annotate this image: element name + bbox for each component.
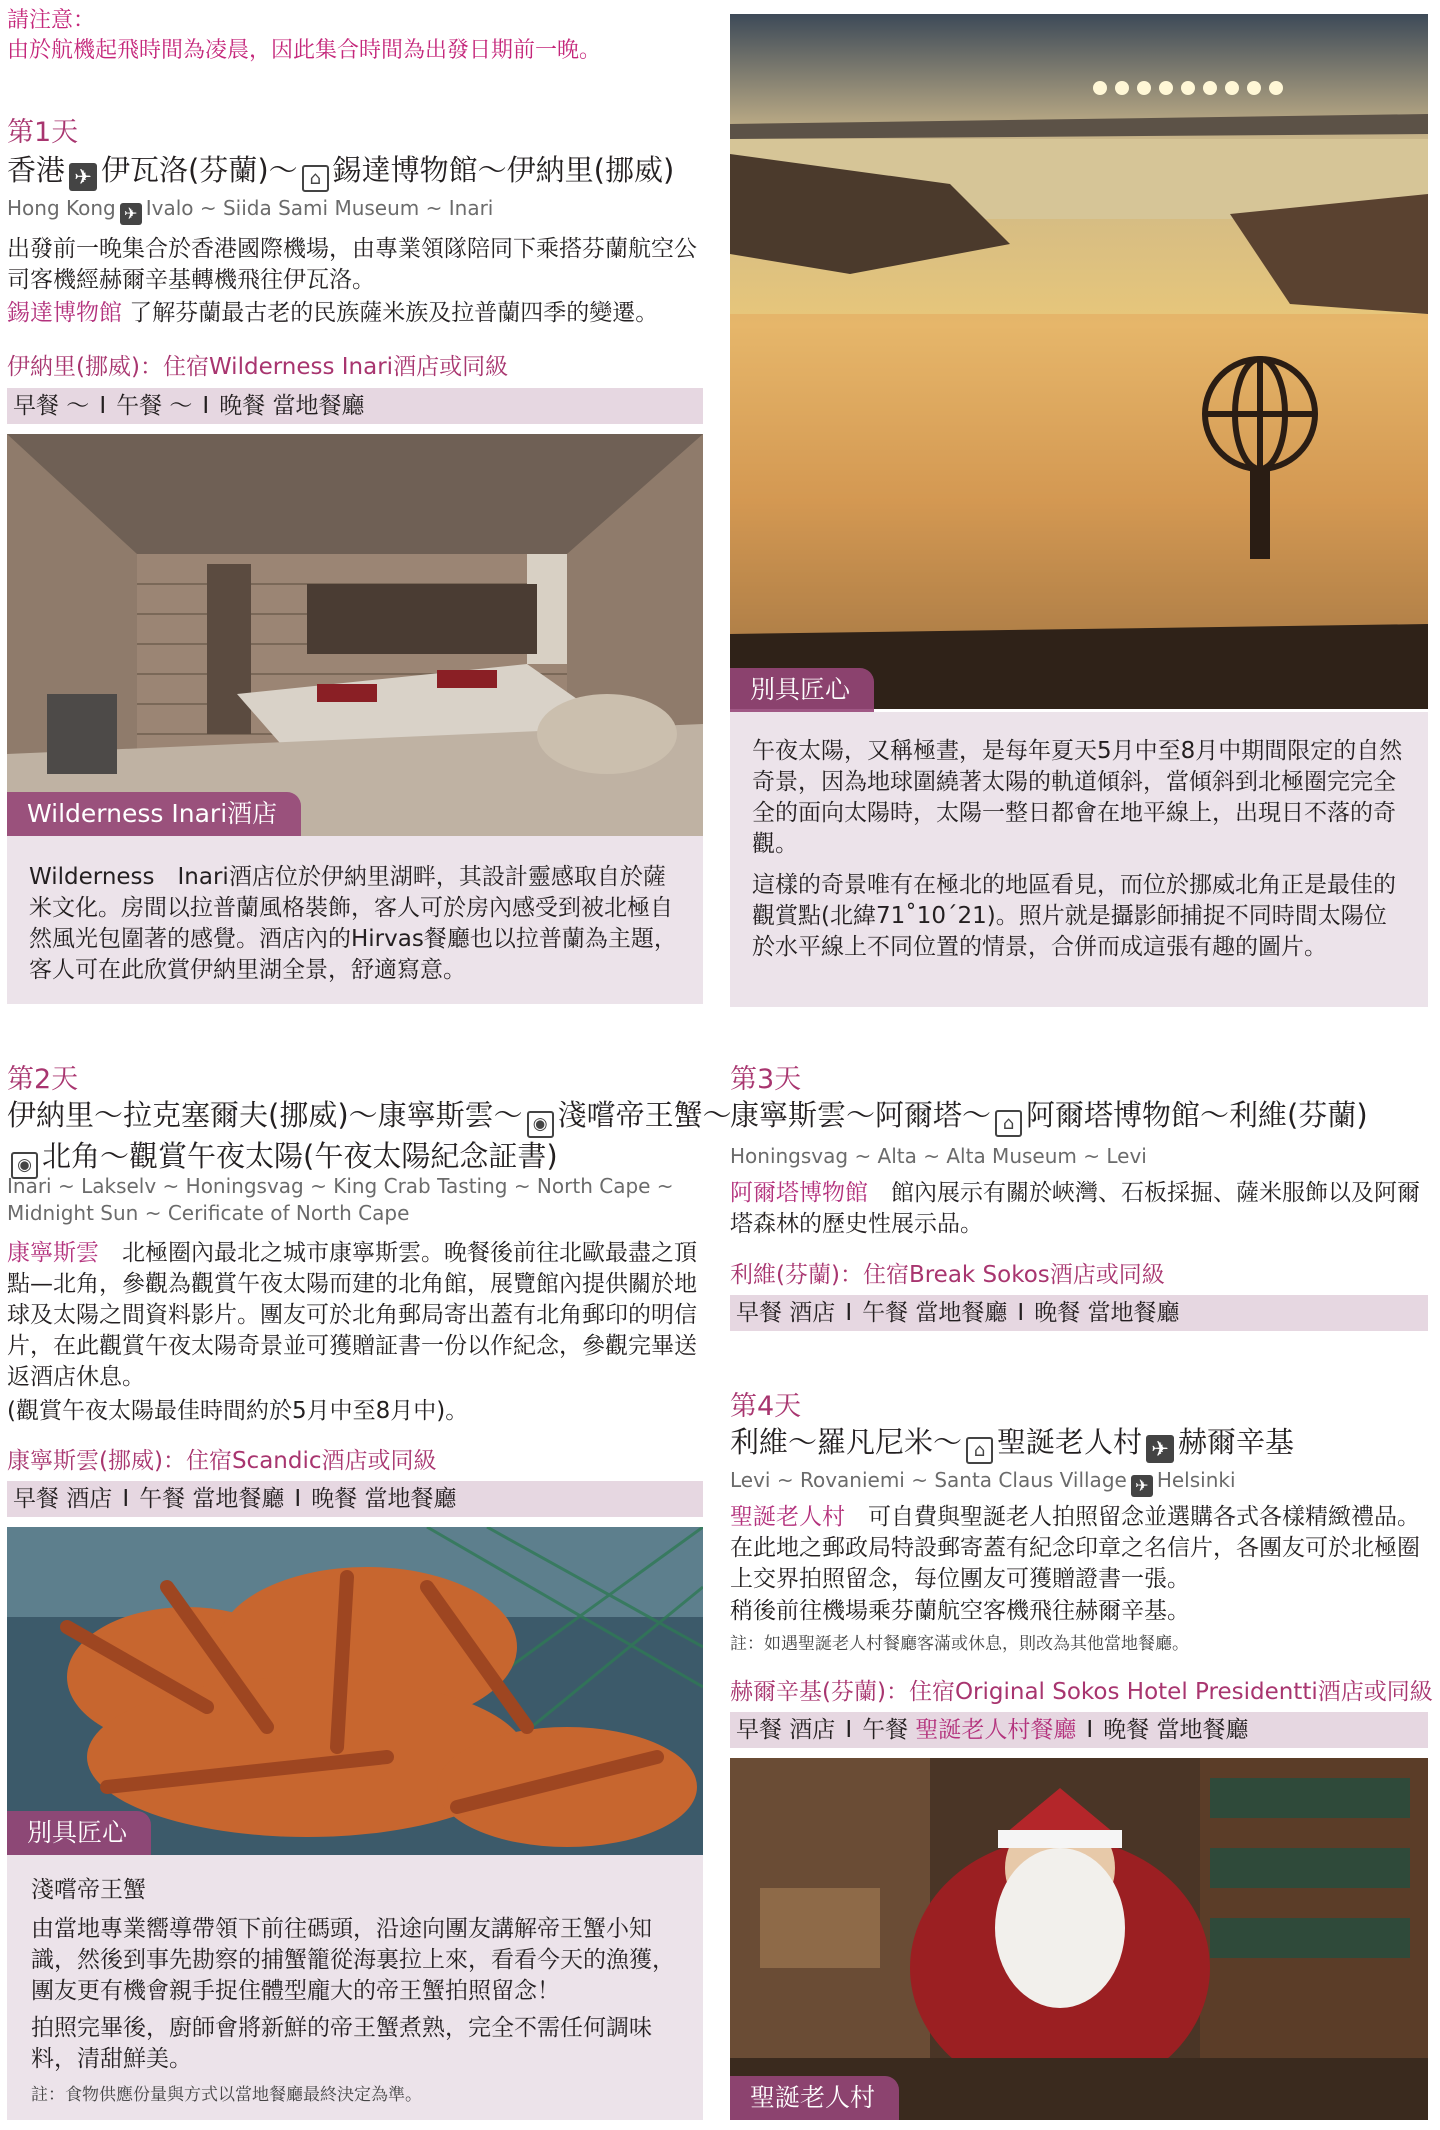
day4-title: 第4天 [730, 1391, 802, 1422]
camera-icon: ◉ [11, 1152, 38, 1179]
day1-en-start: Hong Kong [7, 196, 116, 220]
notice [7, 6, 707, 66]
day3-meals: 早餐 酒店 I 午餐 當地餐廳 I 晚餐 當地餐廳 [730, 1295, 1428, 1331]
day3-route-end: 阿爾塔博物館～利維(芬蘭) [1026, 1098, 1368, 1132]
day2-note: (觀賞午夜太陽最佳時間約於5月中至8月中)。 [7, 1398, 469, 1424]
midnight-sun-p1: 午夜太陽，又稱極晝，是每年夏天5月中至8月中期間限定的自然奇景，因為地球圍繞著太陽的軌道傾斜，當傾斜到北極圈完完全全的面向太陽時，太陽一整日都會在地平線上，出現日不落的奇觀。 [752, 738, 1403, 857]
day4-highlight [730, 1502, 1430, 1595]
day4-en-start: Levi ~ Rovaniemi ~ Santa Claus Village [730, 1468, 1127, 1492]
day3-highlight [730, 1178, 1430, 1240]
plane-icon: ✈ [120, 203, 142, 225]
day2-meals: 早餐 酒店 I 午餐 當地餐廳 I 晚餐 當地餐廳 [7, 1481, 703, 1517]
notice-text: 由於航機起飛時間為凌晨，因此集合時間為出發日期前一晚。 [7, 38, 602, 63]
meal-dinner: 晚餐 當地餐廳 [1034, 1300, 1180, 1326]
day4-en-end: Helsinki [1156, 1468, 1236, 1492]
day4-route-end: 赫爾辛基 [1178, 1425, 1295, 1459]
day4-desc2: 稍後前往機場乘芬蘭航空客機飛往赫爾辛基。 [730, 1598, 1190, 1624]
day3-route [730, 1097, 1368, 1137]
day4-highlight-text: 可自費與聖誕老人拍照留念並選購各式各樣精緻禮品。在此地之郵政局特設郵寄蓋有紀念印章之名信片，各團友可於北極圈上交界拍照留念，每位團友可獲贈證書一張。 [730, 1504, 1420, 1592]
meal-dinner: 晚餐 當地餐廳 [219, 393, 365, 419]
midnight-sun-p2: 這樣的奇景唯有在極北的地區看見，而位於挪威北角正是最佳的觀賞點(北緯71˚10´21)。照片就是攝影師捕捉不同時間太陽位於水平線上不同位置的情景，合併而成這張有趣的圖片。 [752, 872, 1396, 960]
day2-title: 第2天 [7, 1064, 79, 1095]
king-crab-caption: 別具匠心 [7, 1811, 151, 1855]
plane-icon: ✈ [1146, 1435, 1174, 1463]
midnight-sun-box [730, 712, 1428, 1007]
king-crab-p1: 由當地專業嚮導帶領下前往碼頭，沿途向團友講解帝王蟹小知識，然後到事先勘察的捕蟹籠從海裏拉上來，看看今天的漁獲，團友更有機會親手捉住體型龐大的帝王蟹拍照留念！ [31, 1916, 675, 2004]
king-crab-box [7, 1855, 703, 2120]
day3-stay: 利維(芬蘭)：住宿Break Sokos酒店或同級 [730, 1262, 1165, 1288]
day1-route [7, 152, 707, 192]
day4-stay: 赫爾辛基(芬蘭)：住宿Original Sokos Hotel Presidentti酒店或同級 [730, 1679, 1433, 1705]
midnight-sun-caption: 別具匠心 [730, 668, 874, 712]
house-icon: ⌂ [302, 165, 329, 192]
santa-claus-illustration [730, 1758, 1428, 2120]
day1-desc: 出發前一晚集合於香港國際機場，由專業領隊陪同下乘搭芬蘭航空公司客機經赫爾辛基轉機飛往伊瓦洛。 [7, 236, 697, 293]
day4-route [730, 1424, 1294, 1464]
plane-icon: ✈ [69, 163, 97, 191]
day2-route-end: 北角～觀賞午夜太陽(午夜太陽紀念証書) [42, 1139, 558, 1173]
day2-stay: 康寧斯雲(挪威)：住宿Scandic酒店或同級 [7, 1448, 437, 1474]
hotel-room-photo [7, 434, 703, 836]
house-icon: ⌂ [995, 1110, 1022, 1137]
day4-meals: 早餐 酒店 I 午餐 聖誕老人村餐廳 I 晚餐 當地餐廳 [730, 1712, 1428, 1748]
king-crab-illustration [7, 1527, 703, 1855]
day1-highlight-text: 了解芬蘭最古老的民族薩米族及拉普蘭四季的變遷。 [122, 300, 659, 326]
midnight-sun-photo [730, 14, 1428, 709]
day4-route-mid: 聖誕老人村 [997, 1425, 1143, 1459]
day1-stay: 伊納里(挪威)：住宿Wilderness Inari酒店或同級 [7, 354, 509, 380]
day1-highlight [7, 298, 707, 329]
meal-lunch-label: 午餐 [862, 1717, 909, 1743]
hotel-room-illustration [7, 434, 703, 836]
meal-lunch: 午餐 ～ [116, 393, 193, 419]
santa-photo-caption: 聖誕老人村 [730, 2076, 899, 2120]
king-crab-p2: 拍照完畢後，廚師會將新鮮的帝王蟹煮熟，完全不需任何調味料，清甜鮮美。 [31, 2015, 652, 2072]
midnight-sun-illustration [730, 14, 1428, 709]
meal-dinner: 晚餐 當地餐廳 [1103, 1717, 1249, 1743]
meal-breakfast: 早餐 ～ [13, 393, 90, 419]
house-icon: ⌂ [966, 1437, 993, 1464]
day1-highlight-label: 錫達博物館 [7, 300, 122, 326]
meal-lunch: 午餐 當地餐廳 [862, 1300, 1008, 1326]
camera-icon: ◉ [527, 1111, 554, 1138]
notice-label: 請注意： [7, 8, 96, 33]
day3-title: 第3天 [730, 1064, 802, 1095]
santa-claus-photo [730, 1758, 1428, 2120]
king-crab-title: 淺嚐帝王蟹 [31, 1877, 146, 1903]
day1-title: 第1天 [7, 117, 79, 148]
day2-highlight-label: 康寧斯雲 [7, 1240, 99, 1266]
day4-note: 註：如遇聖誕老人村餐廳客滿或休息，則改為其他當地餐廳。 [730, 1634, 1189, 1654]
day2-highlight [7, 1238, 707, 1393]
meal-dinner: 晚餐 當地餐廳 [311, 1486, 457, 1512]
day1-route-en [7, 195, 493, 225]
meal-breakfast: 早餐 酒店 [13, 1486, 113, 1512]
king-crab-photo [7, 1527, 703, 1855]
hotel-photo-caption: Wilderness Inari酒店 [7, 792, 301, 836]
plane-icon: ✈ [1131, 1475, 1153, 1497]
day2-highlight-text: 北極圈內最北之城市康寧斯雲。晚餐後前往北歐最盡之頂點—北角，參觀為觀賞午夜太陽而建的北角館，展覽館內提供關於地球及太陽之間資料影片。團友可於北角郵局寄出蓋有北角郵印的明信片，在此觀賞午夜太陽奇景並可獲贈証書一份以作紀念，參觀完畢送返酒店休息。 [7, 1240, 697, 1390]
king-crab-note: 註：食物供應份量與方式以當地餐廳最終決定為準。 [31, 2085, 422, 2105]
meal-lunch-value: 聖誕老人村餐廳 [915, 1717, 1077, 1743]
hotel-desc: Wilderness Inari酒店位於伊納里湖畔，其設計靈感取自於薩米文化。房間以拉普蘭風格裝飾，客人可於房內感受到被北極自然風光包圍著的感覺。酒店內的Hirvas餐廳也以拉普蘭為主題，客人可在此欣賞伊納里湖全景，舒適寫意。 [29, 864, 677, 983]
day3-highlight-text: 館內展示有關於峽灣、石板採掘、薩米服飾以及阿爾塔森林的歷史性展示品。 [730, 1180, 1420, 1237]
day1-meals: 早餐 ～ I 午餐 ～ I 晚餐 當地餐廳 [7, 388, 703, 424]
meal-breakfast: 早餐 酒店 [736, 1300, 836, 1326]
meal-breakfast: 早餐 酒店 [736, 1717, 836, 1743]
day1-en-end: Ivalo ~ Siida Sami Museum ~ Inari [145, 196, 494, 220]
day2-route [7, 1097, 732, 1179]
day2-route-mid: 淺嚐帝王蟹～ [557, 1098, 732, 1132]
day3-route-en: Honingsvag ~ Alta ~ Alta Museum ~ Levi [730, 1144, 1147, 1168]
day2-route-en: Inari ~ Lakselv ~ Honingsvag ~ King Crab Tasting ~ North Cape ~ Midnight Sun ~ Cerificate of North Cape [7, 1174, 674, 1225]
day1-route-start: 香港 [7, 153, 66, 187]
day1-route-end: 錫達博物館～伊納里(挪威) [332, 153, 675, 187]
hotel-desc-box [7, 836, 703, 1004]
day4-route-en [730, 1467, 1236, 1497]
day3-route-start: 康寧斯雲～阿爾塔～ [730, 1098, 992, 1132]
day2-route-start: 伊納里～拉克塞爾夫(挪威)～康寧斯雲～ [7, 1098, 523, 1132]
day4-route-start: 利維～羅凡尼米～ [730, 1425, 963, 1459]
day3-highlight-label: 阿爾塔博物館 [730, 1180, 868, 1206]
day4-highlight-label: 聖誕老人村 [730, 1504, 845, 1530]
meal-lunch: 午餐 當地餐廳 [139, 1486, 285, 1512]
day1-route-mid: 伊瓦洛(芬蘭)～ [101, 153, 298, 187]
